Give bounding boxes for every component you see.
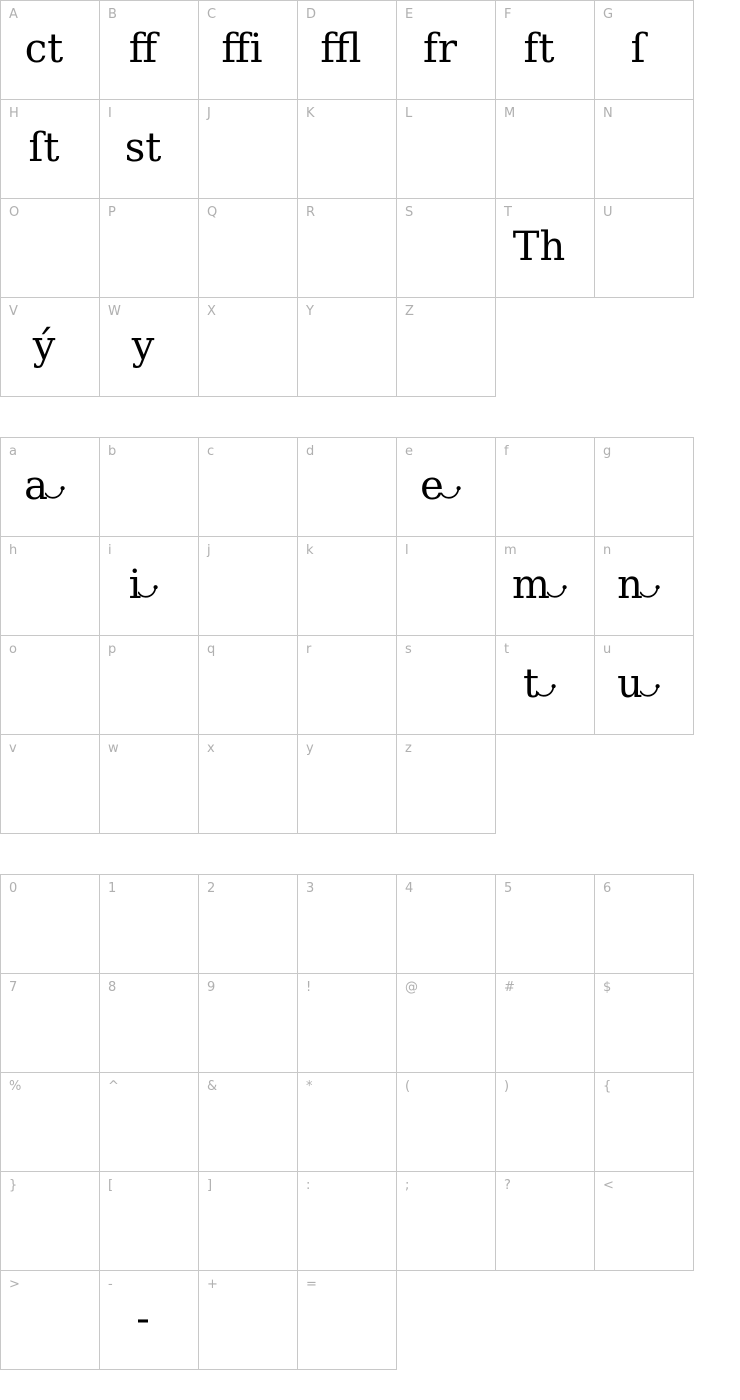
charmap-cell xyxy=(594,437,694,537)
glyph-text: ffl xyxy=(320,26,362,72)
glyph-swash xyxy=(496,537,594,633)
charmap-cell xyxy=(495,437,595,537)
glyph-grid-row xyxy=(0,973,700,1073)
cell-character-label: % xyxy=(9,1079,22,1094)
charmap-cell xyxy=(495,973,595,1073)
glyph-text: Th xyxy=(512,224,566,270)
cell-character-label: j xyxy=(207,543,211,558)
charmap-cell xyxy=(396,635,496,735)
charmap-cell xyxy=(198,1072,298,1172)
charmap-cell xyxy=(594,635,694,735)
charmap-cell xyxy=(594,874,694,974)
cell-character-label: n xyxy=(603,543,612,558)
charmap-cell xyxy=(198,874,298,974)
charmap-cell xyxy=(495,0,595,100)
charmap-cell xyxy=(495,874,595,974)
cell-character-label: 8 xyxy=(108,980,117,995)
charmap-cell xyxy=(594,973,694,1073)
charmap-cell xyxy=(297,635,397,735)
glyph-text: t xyxy=(522,661,540,707)
charmap-cell xyxy=(198,99,298,199)
charmap-cell xyxy=(0,99,100,199)
swash-tail-icon xyxy=(536,682,557,697)
cell-character-label: l xyxy=(405,543,409,558)
cell-character-label: [ xyxy=(108,1178,114,1193)
glyph-ligature xyxy=(1,1,99,97)
cell-character-label: f xyxy=(504,444,509,459)
glyph-text: a xyxy=(24,463,48,509)
cell-character-label: N xyxy=(603,106,613,121)
glyph-swash xyxy=(595,537,693,633)
charmap-cell xyxy=(99,437,199,537)
cell-character-label: E xyxy=(405,7,414,22)
charmap-cell xyxy=(396,874,496,974)
glyph-grid-row xyxy=(0,437,700,537)
glyph-grid-row xyxy=(0,536,700,636)
charmap-cell xyxy=(0,0,100,100)
charmap-cell xyxy=(99,198,199,298)
swash-tail-icon xyxy=(441,484,462,499)
charmap-cell xyxy=(297,437,397,537)
glyph-swash xyxy=(1,438,99,534)
cell-character-label: G xyxy=(603,7,614,22)
glyph-text: ft xyxy=(523,26,555,72)
cell-character-label: ^ xyxy=(108,1079,119,1094)
cell-character-label: * xyxy=(306,1079,313,1094)
cell-character-label: T xyxy=(504,205,512,220)
cell-character-label: ? xyxy=(504,1178,511,1193)
cell-character-label: a xyxy=(9,444,17,459)
glyph-grid-row xyxy=(0,1171,700,1271)
charmap-cell xyxy=(594,0,694,100)
charmap-cell xyxy=(99,973,199,1073)
charmap-cell xyxy=(297,1171,397,1271)
cell-character-label: + xyxy=(207,1277,218,1292)
cell-character-label: 7 xyxy=(9,980,18,995)
charmap-cell xyxy=(198,734,298,834)
glyph-text: n xyxy=(617,562,643,608)
glyph-text: e xyxy=(420,463,444,509)
glyph-ligature xyxy=(100,1271,198,1367)
charmap-cell xyxy=(495,1171,595,1271)
charmap-cell xyxy=(297,973,397,1073)
glyph-swash xyxy=(100,537,198,633)
cell-character-label: ) xyxy=(504,1079,510,1094)
glyph-grid-row xyxy=(0,0,700,100)
charmap-cell xyxy=(198,635,298,735)
charmap-cell xyxy=(396,536,496,636)
cell-character-label: t xyxy=(504,642,510,657)
charmap-cell xyxy=(99,1270,199,1370)
charmap-cell xyxy=(297,99,397,199)
charmap-cell xyxy=(396,0,496,100)
charmap-cell xyxy=(99,635,199,735)
glyph-ligature xyxy=(397,1,495,97)
charmap-cell xyxy=(0,198,100,298)
charmap-cell xyxy=(396,1072,496,1172)
cell-character-label: d xyxy=(306,444,315,459)
charmap-cell xyxy=(198,0,298,100)
glyph-text: ſ xyxy=(630,26,646,72)
cell-character-label: } xyxy=(9,1178,18,1193)
swash-tail-icon xyxy=(45,484,66,499)
glyph-ligature xyxy=(496,199,594,295)
glyph-text: fr xyxy=(423,26,457,72)
charmap-cell xyxy=(396,437,496,537)
charmap-cell xyxy=(0,536,100,636)
glyph-grid-row xyxy=(0,198,700,298)
cell-character-label: B xyxy=(108,7,117,22)
cell-character-label: K xyxy=(306,106,315,121)
cell-character-label: c xyxy=(207,444,215,459)
glyph-grid-row xyxy=(0,1270,700,1370)
charmap-cell xyxy=(99,99,199,199)
cell-character-label: S xyxy=(405,205,414,220)
charmap-cell xyxy=(0,1072,100,1172)
charmap-cell xyxy=(297,874,397,974)
charmap-cell xyxy=(0,734,100,834)
glyph-swash xyxy=(397,438,495,534)
charmap-cell xyxy=(0,1171,100,1271)
glyph-text: ſt xyxy=(28,125,60,171)
charmap-cell xyxy=(0,874,100,974)
charmap-cell xyxy=(396,973,496,1073)
glyph-text: u xyxy=(617,661,643,707)
glyph-ligature xyxy=(496,1,594,97)
cell-character-label: 0 xyxy=(9,881,18,896)
cell-character-label: k xyxy=(306,543,314,558)
cell-character-label: @ xyxy=(405,980,418,995)
charmap-cell xyxy=(396,99,496,199)
swash-tail-icon xyxy=(547,583,568,598)
cell-character-label: ; xyxy=(405,1178,410,1193)
cell-character-label: $ xyxy=(603,980,612,995)
charmap-cell xyxy=(198,297,298,397)
charmap-cell xyxy=(297,1270,397,1370)
cell-character-label: g xyxy=(603,444,612,459)
charmap-cell xyxy=(99,874,199,974)
glyph-ligature xyxy=(595,1,693,97)
charmap-cell xyxy=(495,536,595,636)
cell-character-label: A xyxy=(9,7,18,22)
cell-character-label: v xyxy=(9,741,17,756)
charmap-cell xyxy=(99,734,199,834)
cell-character-label: e xyxy=(405,444,413,459)
cell-character-label: 6 xyxy=(603,881,612,896)
glyph-grid-row xyxy=(0,734,700,834)
glyph-grid-row xyxy=(0,635,700,735)
cell-character-label: 2 xyxy=(207,881,216,896)
cell-character-label: ( xyxy=(405,1079,411,1094)
charmap-cell xyxy=(0,635,100,735)
charmap-cell xyxy=(0,437,100,537)
charmap-cell xyxy=(495,635,595,735)
cell-character-label: i xyxy=(108,543,112,558)
glyph-grid-uppercase xyxy=(0,0,700,397)
cell-character-label: - xyxy=(108,1277,113,1292)
glyph-ligature xyxy=(100,1,198,97)
charmap-cell xyxy=(594,1072,694,1172)
cell-character-label: p xyxy=(108,642,117,657)
swash-tail-icon xyxy=(640,682,661,697)
charmap-cell xyxy=(396,734,496,834)
cell-character-label: 4 xyxy=(405,881,414,896)
glyph-grid-numbers-symbols xyxy=(0,874,700,1370)
charmap-cell xyxy=(495,1072,595,1172)
cell-character-label: u xyxy=(603,642,612,657)
cell-character-label: y xyxy=(306,741,314,756)
glyph-text: - xyxy=(136,1296,150,1342)
cell-character-label: C xyxy=(207,7,217,22)
cell-character-label: J xyxy=(207,106,211,121)
cell-character-label: O xyxy=(9,205,20,220)
cell-character-label: M xyxy=(504,106,516,121)
cell-character-label: { xyxy=(603,1079,612,1094)
cell-character-label: Q xyxy=(207,205,218,220)
charmap-cell xyxy=(198,536,298,636)
cell-character-label: < xyxy=(603,1178,614,1193)
glyph-text: ffi xyxy=(221,26,263,72)
cell-character-label: & xyxy=(207,1079,218,1094)
glyph-grid-lowercase xyxy=(0,437,700,834)
charmap-cell xyxy=(594,1171,694,1271)
cell-character-label: U xyxy=(603,205,613,220)
cell-character-label: D xyxy=(306,7,317,22)
cell-character-label: m xyxy=(504,543,517,558)
cell-character-label: L xyxy=(405,106,413,121)
glyph-text: ff xyxy=(128,26,158,72)
glyph-text: ý xyxy=(32,323,56,369)
charmap-cell xyxy=(297,198,397,298)
cell-character-label: z xyxy=(405,741,412,756)
swash-tail-icon xyxy=(138,583,159,598)
cell-character-label: I xyxy=(108,106,112,121)
charmap-cell xyxy=(198,1171,298,1271)
glyph-ligature xyxy=(100,100,198,196)
cell-character-label: H xyxy=(9,106,19,121)
cell-character-label: = xyxy=(306,1277,317,1292)
charmap-cell xyxy=(198,973,298,1073)
cell-character-label: : xyxy=(306,1178,311,1193)
cell-character-label: > xyxy=(9,1277,20,1292)
charmap-cell xyxy=(594,99,694,199)
glyph-ligature xyxy=(199,1,297,97)
charmap-cell xyxy=(99,297,199,397)
cell-character-label: x xyxy=(207,741,215,756)
glyph-grid-row xyxy=(0,297,700,397)
charmap-cell xyxy=(99,536,199,636)
charmap-cell xyxy=(396,1171,496,1271)
cell-character-label: 9 xyxy=(207,980,216,995)
swash-tail-icon xyxy=(640,583,661,598)
charmap-cell xyxy=(396,198,496,298)
glyph-swash xyxy=(496,636,594,732)
cell-character-label: F xyxy=(504,7,512,22)
cell-character-label: X xyxy=(207,304,216,319)
charmap-cell xyxy=(99,1171,199,1271)
cell-character-label: 5 xyxy=(504,881,513,896)
cell-character-label: W xyxy=(108,304,121,319)
cell-character-label: # xyxy=(504,980,515,995)
charmap-cell xyxy=(297,297,397,397)
charmap-cell xyxy=(495,99,595,199)
charmap-cell xyxy=(297,734,397,834)
cell-character-label: o xyxy=(9,642,17,657)
cell-character-label: h xyxy=(9,543,18,558)
cell-character-label: Z xyxy=(405,304,414,319)
charmap-cell xyxy=(0,973,100,1073)
glyph-grid-row xyxy=(0,99,700,199)
glyph-ligature xyxy=(1,100,99,196)
glyph-text: y xyxy=(131,323,155,369)
charmap-cell xyxy=(594,198,694,298)
charmap-cell xyxy=(297,536,397,636)
charmap-cell xyxy=(297,1072,397,1172)
charmap-cell xyxy=(0,297,100,397)
glyph-grid-row xyxy=(0,1072,700,1172)
glyph-text: st xyxy=(124,125,162,171)
cell-character-label: R xyxy=(306,205,316,220)
cell-character-label: P xyxy=(108,205,116,220)
charmap-cell xyxy=(198,1270,298,1370)
cell-character-label: 3 xyxy=(306,881,315,896)
cell-character-label: Y xyxy=(306,304,314,319)
cell-character-label: ] xyxy=(207,1178,213,1193)
glyph-ligature xyxy=(100,298,198,394)
cell-character-label: 1 xyxy=(108,881,117,896)
glyph-text: i xyxy=(128,562,142,608)
glyph-text: ct xyxy=(24,26,64,72)
cell-character-label: ! xyxy=(306,980,312,995)
charmap-cell xyxy=(297,0,397,100)
glyph-ligature xyxy=(1,298,99,394)
charmap-cell xyxy=(198,437,298,537)
charmap-cell xyxy=(99,1072,199,1172)
charmap-cell xyxy=(594,536,694,636)
glyph-text: m xyxy=(512,562,550,608)
glyph-grid-row xyxy=(0,874,700,974)
cell-character-label: b xyxy=(108,444,117,459)
charmap-cell xyxy=(495,198,595,298)
charmap-cell xyxy=(198,198,298,298)
cell-character-label: r xyxy=(306,642,312,657)
glyph-swash xyxy=(595,636,693,732)
glyph-ligature xyxy=(298,1,396,97)
cell-character-label: V xyxy=(9,304,18,319)
charmap-cell xyxy=(0,1270,100,1370)
charmap-cell xyxy=(99,0,199,100)
charmap-cell xyxy=(396,297,496,397)
cell-character-label: q xyxy=(207,642,216,657)
cell-character-label: w xyxy=(108,741,119,756)
cell-character-label: s xyxy=(405,642,412,657)
